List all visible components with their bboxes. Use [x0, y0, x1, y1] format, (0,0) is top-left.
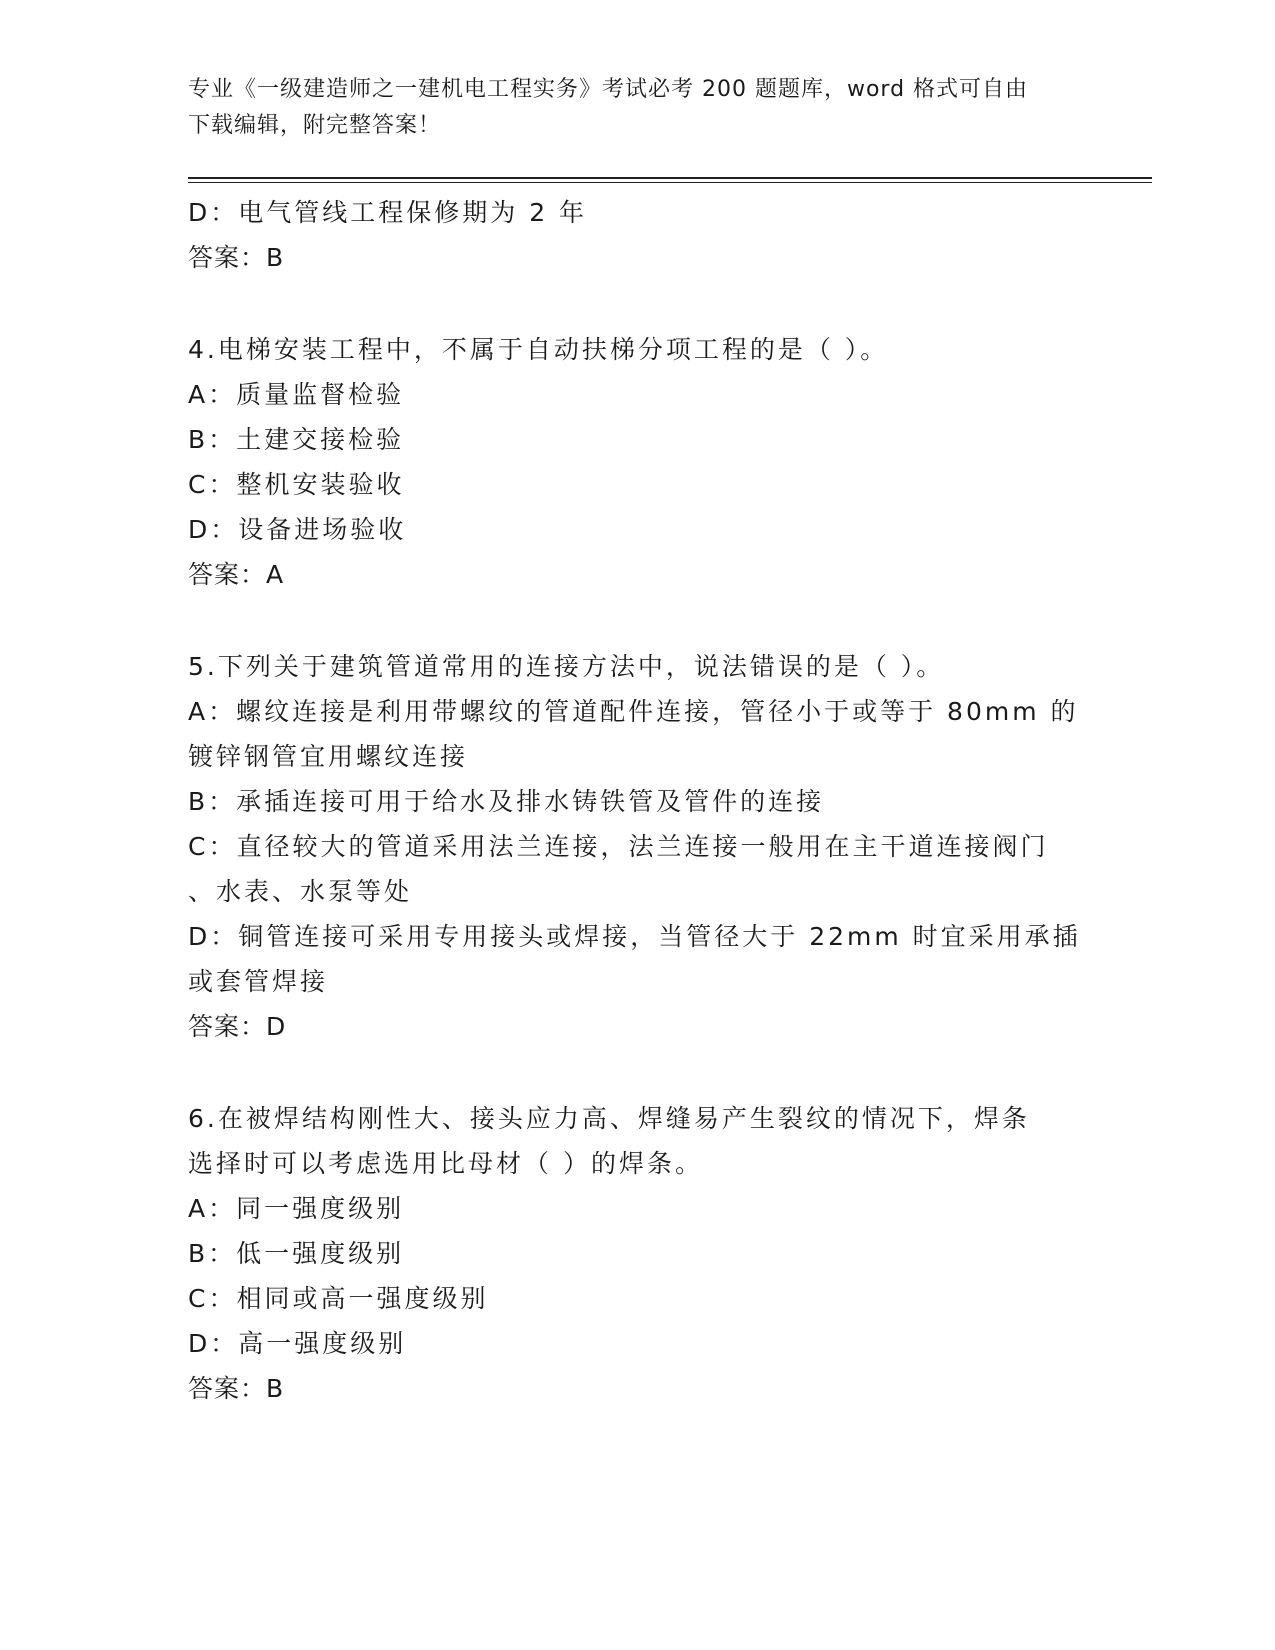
- header-line-2: 下载编辑，附完整答案！: [188, 113, 442, 138]
- spacer: [188, 597, 1088, 644]
- answer: 答案：D: [188, 1012, 287, 1041]
- option-c-line-1: C：直径较大的管道采用法兰连接，法兰连接一般用在主干道连接阀门: [188, 832, 1049, 861]
- question-6: [188, 1096, 1088, 1411]
- question-stem: 4.电梯安装工程中，不属于自动扶梯分项工程的是（ ）。: [188, 335, 889, 364]
- option-b: B：低一强度级别: [188, 1239, 405, 1268]
- header-divider-thick: [188, 177, 1152, 179]
- answer: 答案：A: [188, 560, 285, 589]
- option-a: A：同一强度级别: [188, 1194, 405, 1223]
- option-b: B：土建交接检验: [188, 425, 405, 454]
- document-header: [188, 72, 1088, 144]
- question-stem: 5.下列关于建筑管道常用的连接方法中，说法错误的是（ ）。: [188, 652, 945, 681]
- header-line-1: 专业《一级建造师之一建机电工程实务》考试必考 200 题题库，word 格式可自由: [188, 77, 1029, 102]
- option-a: A：质量监督检验: [188, 380, 405, 409]
- option-a-line-2: 镀锌钢管宜用螺纹连接: [188, 742, 469, 771]
- question-stem-line-1: 6.在被焊结构刚性大、接头应力高、焊缝易产生裂纹的情况下，焊条: [188, 1104, 1030, 1133]
- question-4: [188, 327, 1088, 597]
- option-a-line-1: A：螺纹连接是利用带螺纹的管道配件连接，管径小于或等于 80mm 的: [188, 697, 1079, 726]
- option-d: D：设备进场验收: [188, 515, 407, 544]
- option-c: C：整机安装验收: [188, 470, 405, 499]
- question-list: [188, 190, 1088, 1411]
- option-d-line-2: 或套管焊接: [188, 967, 329, 996]
- question-5: [188, 644, 1088, 1049]
- header-divider-thin: [188, 182, 1152, 183]
- answer: 答案：B: [188, 1374, 285, 1403]
- option-b: B：承插连接可用于给水及排水铸铁管及管件的连接: [188, 787, 825, 816]
- question-stem-line-2: 选择时可以考虑选用比母材（ ）的焊条。: [188, 1149, 703, 1178]
- option-d-line-1: D：铜管连接可采用专用接头或焊接，当管径大于 22mm 时宜采用承插: [188, 922, 1081, 951]
- spacer: [188, 1049, 1088, 1096]
- option-d: D：高一强度级别: [188, 1329, 407, 1358]
- spacer: [188, 280, 1088, 327]
- answer: 答案：B: [188, 243, 285, 272]
- option-d: D：电气管线工程保修期为 2 年: [188, 198, 588, 227]
- option-c: C：相同或高一强度级别: [188, 1284, 489, 1313]
- option-c-line-2: 、水表、水泵等处: [188, 877, 413, 906]
- question-3: [188, 190, 1088, 280]
